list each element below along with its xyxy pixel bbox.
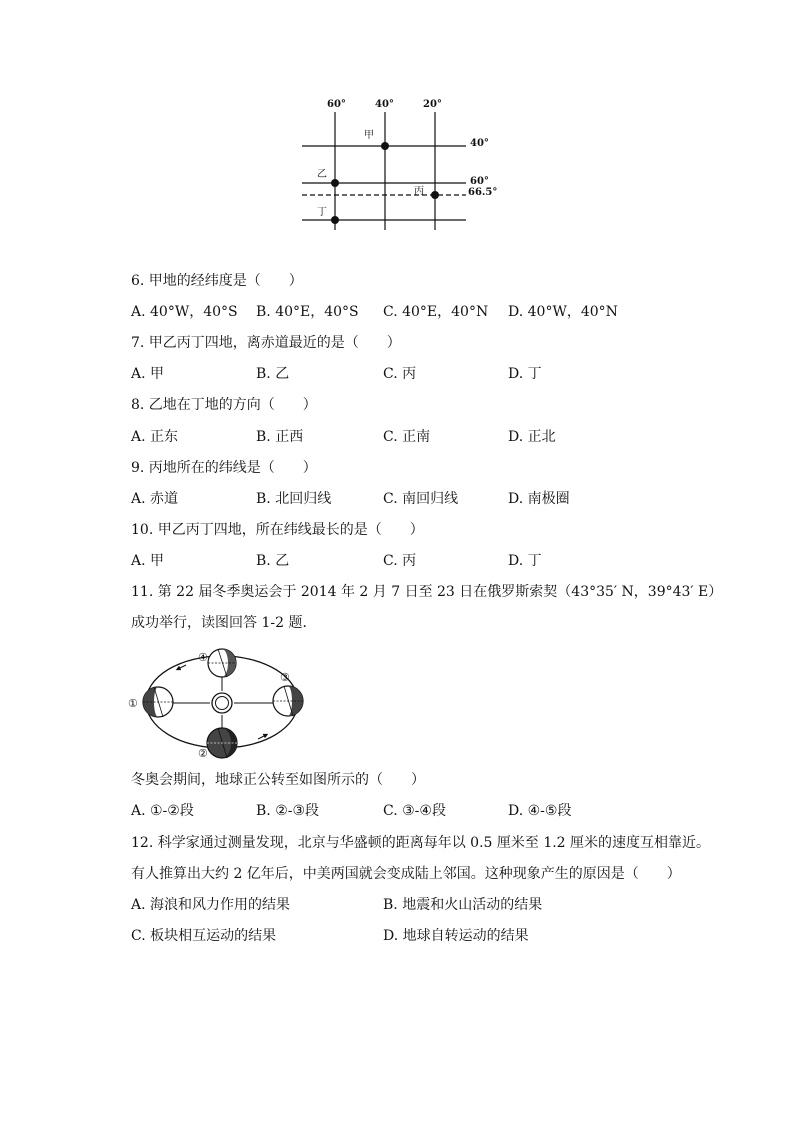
q12-option-b[interactable]: B. 地震和火山活动的结果 <box>383 897 543 913</box>
point-jia <box>381 142 389 150</box>
question-6-options <box>131 302 691 322</box>
q9-option-c[interactable]: C. 南回归线 <box>383 491 459 507</box>
lat-label-66-5: 66.5° <box>468 187 498 198</box>
q6-option-a[interactable]: A. 40°W，40°S <box>131 304 238 320</box>
earth-position-1 <box>143 687 173 717</box>
question-6-stem: 6. 甲地的经纬度是（ ） <box>131 273 303 289</box>
q12-option-a[interactable]: A. 海浪和风力作用的结果 <box>131 897 291 913</box>
q9-option-b[interactable]: B. 北回归线 <box>256 491 332 507</box>
lon-label-20: 20° <box>423 99 442 110</box>
label-jia: 甲 <box>364 130 374 141</box>
q7-option-b[interactable]: B. 乙 <box>256 366 290 382</box>
question-11-sub-stem: 冬奥会期间，地球正公转至如图所示的（ ） <box>131 772 425 788</box>
earth-orbit-figure <box>126 645 326 761</box>
q10-option-c[interactable]: C. 丙 <box>383 553 417 569</box>
orbit-label-4: ④ <box>198 651 208 664</box>
lat-lon-grid-figure <box>296 94 506 236</box>
q11-option-a[interactable]: A. ①-②段 <box>131 803 194 819</box>
question-9-stem: 9. 丙地所在的纬线是（ ） <box>131 460 317 476</box>
q12-option-d[interactable]: D. 地球自转运动的结果 <box>383 928 529 944</box>
question-7-options <box>131 364 691 384</box>
question-10-options <box>131 551 691 571</box>
q8-option-b[interactable]: B. 正西 <box>256 429 304 445</box>
orbit-label-2: ② <box>198 747 208 760</box>
q7-option-a[interactable]: A. 甲 <box>131 366 165 382</box>
q11-option-d[interactable]: D. ④-⑤段 <box>508 803 572 819</box>
q9-option-d[interactable]: D. 南极圈 <box>508 491 570 507</box>
earth-position-3 <box>273 686 303 716</box>
question-12-stem-line1: 12. 科学家通过测量发现，北京与华盛顿的距离每年以 0.5 厘米至 1.2 厘米的速度互相靠近。 <box>131 835 711 851</box>
orbit-label-3: ③ <box>280 671 290 684</box>
question-12-stem-line2: 有人推算出大约 2 亿年后，中美两国就会变成陆上邻国。这种现象产生的原因是（ ） <box>131 866 681 882</box>
q8-option-c[interactable]: C. 正南 <box>383 429 431 445</box>
q8-option-d[interactable]: D. 正北 <box>508 429 556 445</box>
q6-option-b[interactable]: B. 40°E，40°S <box>256 304 359 320</box>
q11-option-b[interactable]: B. ②-③段 <box>256 803 320 819</box>
q10-option-d[interactable]: D. 丁 <box>508 553 542 569</box>
q8-option-a[interactable]: A. 正东 <box>131 429 179 445</box>
q7-option-c[interactable]: C. 丙 <box>383 366 417 382</box>
q6-option-c[interactable]: C. 40°E，40°N <box>383 304 489 320</box>
question-11-stem-line2: 成功举行，读图回答 1-2 题． <box>131 615 317 631</box>
earth-position-2 <box>207 728 237 758</box>
q9-option-a[interactable]: A. 赤道 <box>131 491 179 507</box>
point-yi <box>331 179 339 187</box>
lat-label-60: 60° <box>470 176 489 187</box>
point-bing <box>431 191 439 199</box>
question-10-stem: 10. 甲乙丙丁四地，所在纬线最长的是（ ） <box>131 522 424 538</box>
orbit-label-1: ① <box>128 697 138 710</box>
label-ding: 丁 <box>317 207 327 218</box>
q11-option-c[interactable]: C. ③-④段 <box>383 803 446 819</box>
question-7-stem: 7. 甲乙丙丁四地，离赤道最近的是（ ） <box>131 335 401 351</box>
q10-option-b[interactable]: B. 乙 <box>256 553 290 569</box>
earth-position-4 <box>208 649 236 677</box>
label-bing: 丙 <box>414 186 424 197</box>
q6-option-d[interactable]: D. 40°W，40°N <box>508 304 618 320</box>
question-11-stem-line1: 11. 第 22 届冬季奥运会于 2014 年 2 月 7 日至 23 日在俄罗斯索契（43°35′ N，39°43′ E） <box>131 584 723 600</box>
question-11-options <box>131 801 691 821</box>
question-9-options <box>131 489 691 509</box>
question-8-options <box>131 427 691 447</box>
q7-option-d[interactable]: D. 丁 <box>508 366 542 382</box>
q12-option-c[interactable]: C. 板块相互运动的结果 <box>131 928 277 944</box>
lon-label-60: 60° <box>327 99 346 110</box>
question-8-stem: 8. 乙地在丁地的方向（ ） <box>131 397 317 413</box>
label-yi: 乙 <box>317 169 327 180</box>
question-12-options-row2 <box>131 926 691 946</box>
q10-option-a[interactable]: A. 甲 <box>131 553 165 569</box>
point-ding <box>331 216 339 224</box>
lat-label-40: 40° <box>470 138 489 149</box>
question-12-options-row1 <box>131 895 691 915</box>
lon-label-40: 40° <box>375 99 394 110</box>
